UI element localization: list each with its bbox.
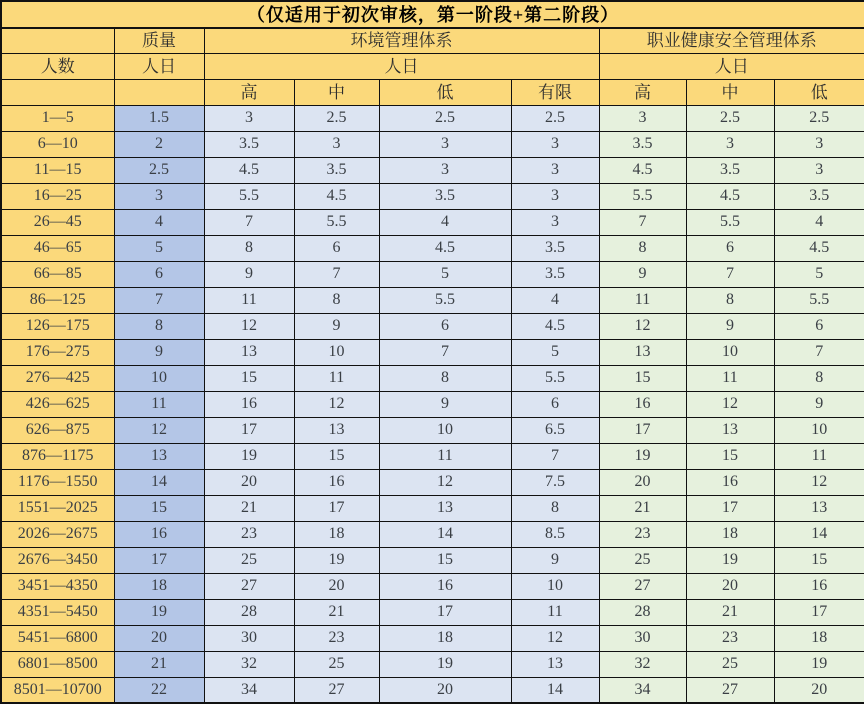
cell-env-high: 13	[204, 339, 294, 365]
cell-quality-mandays: 1.5	[114, 105, 204, 131]
cell-env-medium: 6	[294, 235, 379, 261]
cell-ohs-high: 5.5	[599, 183, 686, 209]
table-head	[1, 1, 864, 105]
cell-people-range: 1—5	[1, 105, 114, 131]
cell-env-low: 20	[379, 677, 511, 703]
cell-env-low: 11	[379, 443, 511, 469]
cell-ohs-low: 10	[774, 417, 864, 443]
cell-ohs-medium: 7	[686, 261, 774, 287]
cell-env-high: 23	[204, 521, 294, 547]
cell-env-medium: 9	[294, 313, 379, 339]
cell-ohs-medium: 17	[686, 495, 774, 521]
cell-ohs-low: 6	[774, 313, 864, 339]
cell-ohs-high: 21	[599, 495, 686, 521]
cell-env-limited: 14	[511, 677, 599, 703]
cell-env-high: 20	[204, 469, 294, 495]
cell-quality-mandays: 2.5	[114, 157, 204, 183]
table-row	[1, 417, 864, 443]
cell-env-limited: 7	[511, 443, 599, 469]
cell-env-medium: 5.5	[294, 209, 379, 235]
cell-env-medium: 20	[294, 573, 379, 599]
cell-ohs-low: 16	[774, 573, 864, 599]
cell-quality-mandays: 2	[114, 131, 204, 157]
header-blank-2	[114, 79, 204, 105]
table-row	[1, 261, 864, 287]
table-row	[1, 495, 864, 521]
cell-env-low: 3.5	[379, 183, 511, 209]
cell-quality-mandays: 5	[114, 235, 204, 261]
header-systems-row	[1, 28, 864, 53]
cell-ohs-low: 20	[774, 677, 864, 703]
cell-quality-mandays: 18	[114, 573, 204, 599]
cell-ohs-low: 3	[774, 157, 864, 183]
cell-ohs-low: 14	[774, 521, 864, 547]
header-env-medium: 中	[294, 79, 379, 105]
cell-env-limited: 3	[511, 183, 599, 209]
cell-ohs-low: 5	[774, 261, 864, 287]
cell-ohs-high: 3.5	[599, 131, 686, 157]
cell-ohs-medium: 13	[686, 417, 774, 443]
cell-env-low: 9	[379, 391, 511, 417]
cell-ohs-medium: 21	[686, 599, 774, 625]
cell-env-limited: 10	[511, 573, 599, 599]
table-row	[1, 339, 864, 365]
cell-env-medium: 2.5	[294, 105, 379, 131]
cell-env-medium: 4.5	[294, 183, 379, 209]
table-row	[1, 313, 864, 339]
cell-ohs-high: 4.5	[599, 157, 686, 183]
table-row	[1, 573, 864, 599]
cell-people-range: 4351—5450	[1, 599, 114, 625]
cell-env-high: 4.5	[204, 157, 294, 183]
cell-env-limited: 11	[511, 599, 599, 625]
cell-env-limited: 3.5	[511, 261, 599, 287]
cell-env-limited: 13	[511, 651, 599, 677]
header-env-mandays: 人日	[204, 53, 599, 79]
table-row	[1, 521, 864, 547]
cell-quality-mandays: 16	[114, 521, 204, 547]
cell-env-limited: 4	[511, 287, 599, 313]
cell-ohs-high: 25	[599, 547, 686, 573]
cell-quality-mandays: 11	[114, 391, 204, 417]
cell-env-medium: 27	[294, 677, 379, 703]
cell-env-low: 15	[379, 547, 511, 573]
table-row	[1, 547, 864, 573]
cell-env-high: 32	[204, 651, 294, 677]
cell-people-range: 86—125	[1, 287, 114, 313]
cell-people-range: 6801—8500	[1, 651, 114, 677]
cell-env-medium: 16	[294, 469, 379, 495]
cell-env-low: 6	[379, 313, 511, 339]
cell-env-high: 30	[204, 625, 294, 651]
cell-quality-mandays: 14	[114, 469, 204, 495]
cell-ohs-high: 8	[599, 235, 686, 261]
cell-env-low: 13	[379, 495, 511, 521]
cell-env-medium: 25	[294, 651, 379, 677]
cell-env-high: 7	[204, 209, 294, 235]
cell-ohs-medium: 16	[686, 469, 774, 495]
cell-quality-mandays: 3	[114, 183, 204, 209]
cell-ohs-medium: 8	[686, 287, 774, 313]
cell-ohs-high: 17	[599, 417, 686, 443]
cell-ohs-medium: 10	[686, 339, 774, 365]
cell-env-limited: 5.5	[511, 365, 599, 391]
cell-env-high: 11	[204, 287, 294, 313]
cell-env-limited: 3.5	[511, 235, 599, 261]
cell-people-range: 176—275	[1, 339, 114, 365]
cell-ohs-low: 15	[774, 547, 864, 573]
header-env-low: 低	[379, 79, 511, 105]
cell-ohs-high: 28	[599, 599, 686, 625]
cell-people-range: 16—25	[1, 183, 114, 209]
cell-env-limited: 8	[511, 495, 599, 521]
cell-ohs-low: 19	[774, 651, 864, 677]
cell-ohs-medium: 9	[686, 313, 774, 339]
header-env-high: 高	[204, 79, 294, 105]
cell-env-high: 34	[204, 677, 294, 703]
cell-env-high: 3.5	[204, 131, 294, 157]
cell-ohs-medium: 25	[686, 651, 774, 677]
cell-people-range: 626—875	[1, 417, 114, 443]
header-blank-people	[1, 28, 114, 53]
cell-env-low: 3	[379, 131, 511, 157]
cell-quality-mandays: 19	[114, 599, 204, 625]
cell-ohs-low: 8	[774, 365, 864, 391]
cell-env-medium: 13	[294, 417, 379, 443]
cell-people-range: 1176—1550	[1, 469, 114, 495]
cell-ohs-high: 3	[599, 105, 686, 131]
cell-ohs-medium: 5.5	[686, 209, 774, 235]
cell-ohs-medium: 12	[686, 391, 774, 417]
header-env-limited: 有限	[511, 79, 599, 105]
cell-env-low: 4	[379, 209, 511, 235]
cell-ohs-high: 19	[599, 443, 686, 469]
cell-ohs-low: 18	[774, 625, 864, 651]
cell-ohs-high: 15	[599, 365, 686, 391]
cell-ohs-high: 30	[599, 625, 686, 651]
cell-env-limited: 3	[511, 131, 599, 157]
cell-ohs-medium: 3.5	[686, 157, 774, 183]
cell-env-high: 25	[204, 547, 294, 573]
cell-people-range: 2026—2675	[1, 521, 114, 547]
header-mandays-row	[1, 53, 864, 79]
cell-env-low: 19	[379, 651, 511, 677]
table-row	[1, 651, 864, 677]
cell-env-low: 4.5	[379, 235, 511, 261]
cell-quality-mandays: 12	[114, 417, 204, 443]
cell-ohs-medium: 6	[686, 235, 774, 261]
table-row	[1, 677, 864, 703]
cell-quality-mandays: 22	[114, 677, 204, 703]
cell-env-low: 10	[379, 417, 511, 443]
cell-quality-mandays: 17	[114, 547, 204, 573]
table-row	[1, 235, 864, 261]
cell-env-high: 27	[204, 573, 294, 599]
cell-env-high: 9	[204, 261, 294, 287]
cell-env-high: 8	[204, 235, 294, 261]
header-people: 人数	[1, 53, 114, 79]
cell-ohs-high: 13	[599, 339, 686, 365]
cell-quality-mandays: 4	[114, 209, 204, 235]
cell-people-range: 126—175	[1, 313, 114, 339]
table-row	[1, 365, 864, 391]
cell-people-range: 1551—2025	[1, 495, 114, 521]
header-ohs-low: 低	[774, 79, 864, 105]
cell-ohs-high: 12	[599, 313, 686, 339]
cell-env-medium: 8	[294, 287, 379, 313]
cell-quality-mandays: 15	[114, 495, 204, 521]
header-blank-1	[1, 79, 114, 105]
cell-env-limited: 7.5	[511, 469, 599, 495]
cell-ohs-low: 3	[774, 131, 864, 157]
cell-ohs-medium: 15	[686, 443, 774, 469]
header-quality-mandays: 人日	[114, 53, 204, 79]
cell-env-high: 17	[204, 417, 294, 443]
cell-env-high: 3	[204, 105, 294, 131]
table-row	[1, 625, 864, 651]
cell-people-range: 26—45	[1, 209, 114, 235]
cell-people-range: 6—10	[1, 131, 114, 157]
cell-env-limited: 12	[511, 625, 599, 651]
cell-ohs-high: 27	[599, 573, 686, 599]
cell-people-range: 876—1175	[1, 443, 114, 469]
cell-env-low: 2.5	[379, 105, 511, 131]
header-ohs-system: 职业健康安全管理体系	[599, 28, 864, 53]
cell-env-high: 28	[204, 599, 294, 625]
cell-ohs-high: 20	[599, 469, 686, 495]
cell-env-limited: 3	[511, 157, 599, 183]
cell-people-range: 8501—10700	[1, 677, 114, 703]
cell-env-low: 5.5	[379, 287, 511, 313]
table-row	[1, 287, 864, 313]
cell-env-medium: 19	[294, 547, 379, 573]
cell-env-limited: 5	[511, 339, 599, 365]
cell-ohs-low: 12	[774, 469, 864, 495]
cell-env-low: 12	[379, 469, 511, 495]
cell-quality-mandays: 7	[114, 287, 204, 313]
cell-env-low: 5	[379, 261, 511, 287]
cell-people-range: 276—425	[1, 365, 114, 391]
table-row	[1, 599, 864, 625]
cell-quality-mandays: 9	[114, 339, 204, 365]
cell-env-high: 16	[204, 391, 294, 417]
cell-env-limited: 2.5	[511, 105, 599, 131]
cell-env-medium: 21	[294, 599, 379, 625]
table-row	[1, 391, 864, 417]
cell-env-medium: 15	[294, 443, 379, 469]
cell-ohs-medium: 4.5	[686, 183, 774, 209]
cell-env-medium: 12	[294, 391, 379, 417]
cell-env-low: 14	[379, 521, 511, 547]
cell-env-limited: 4.5	[511, 313, 599, 339]
cell-ohs-low: 4.5	[774, 235, 864, 261]
cell-ohs-high: 34	[599, 677, 686, 703]
header-levels-row	[1, 79, 864, 105]
cell-people-range: 66—85	[1, 261, 114, 287]
cell-ohs-high: 7	[599, 209, 686, 235]
cell-people-range: 3451—4350	[1, 573, 114, 599]
header-quality: 质量	[114, 28, 204, 53]
cell-ohs-low: 5.5	[774, 287, 864, 313]
cell-quality-mandays: 21	[114, 651, 204, 677]
cell-ohs-low: 2.5	[774, 105, 864, 131]
cell-env-high: 15	[204, 365, 294, 391]
cell-env-high: 12	[204, 313, 294, 339]
cell-quality-mandays: 6	[114, 261, 204, 287]
cell-quality-mandays: 13	[114, 443, 204, 469]
cell-ohs-low: 17	[774, 599, 864, 625]
cell-ohs-medium: 18	[686, 521, 774, 547]
cell-people-range: 2676—3450	[1, 547, 114, 573]
cell-env-low: 7	[379, 339, 511, 365]
cell-env-medium: 11	[294, 365, 379, 391]
cell-ohs-low: 13	[774, 495, 864, 521]
cell-ohs-low: 9	[774, 391, 864, 417]
cell-ohs-high: 23	[599, 521, 686, 547]
table-body	[1, 105, 864, 703]
cell-env-high: 19	[204, 443, 294, 469]
cell-env-medium: 17	[294, 495, 379, 521]
cell-people-range: 46—65	[1, 235, 114, 261]
cell-env-high: 21	[204, 495, 294, 521]
cell-ohs-medium: 27	[686, 677, 774, 703]
cell-env-limited: 8.5	[511, 521, 599, 547]
cell-env-low: 16	[379, 573, 511, 599]
cell-env-limited: 9	[511, 547, 599, 573]
page-title: （仅适用于初次审核，第一阶段+第二阶段）	[1, 1, 864, 28]
cell-env-medium: 7	[294, 261, 379, 287]
table-row	[1, 209, 864, 235]
cell-quality-mandays: 8	[114, 313, 204, 339]
cell-env-medium: 3.5	[294, 157, 379, 183]
cell-env-limited: 3	[511, 209, 599, 235]
header-ohs-medium: 中	[686, 79, 774, 105]
cell-ohs-medium: 19	[686, 547, 774, 573]
cell-ohs-low: 7	[774, 339, 864, 365]
cell-ohs-low: 3.5	[774, 183, 864, 209]
cell-ohs-medium: 20	[686, 573, 774, 599]
cell-env-low: 18	[379, 625, 511, 651]
cell-ohs-medium: 3	[686, 131, 774, 157]
cell-people-range: 426—625	[1, 391, 114, 417]
cell-env-medium: 3	[294, 131, 379, 157]
cell-env-medium: 18	[294, 521, 379, 547]
cell-ohs-low: 11	[774, 443, 864, 469]
cell-env-limited: 6.5	[511, 417, 599, 443]
cell-env-low: 3	[379, 157, 511, 183]
cell-quality-mandays: 10	[114, 365, 204, 391]
table-row	[1, 131, 864, 157]
cell-env-medium: 10	[294, 339, 379, 365]
table-row	[1, 105, 864, 131]
table-row	[1, 443, 864, 469]
title-row	[1, 1, 864, 28]
cell-ohs-high: 9	[599, 261, 686, 287]
header-ohs-mandays: 人日	[599, 53, 864, 79]
cell-ohs-medium: 23	[686, 625, 774, 651]
header-ohs-high: 高	[599, 79, 686, 105]
header-env-system: 环境管理体系	[204, 28, 599, 53]
cell-env-low: 8	[379, 365, 511, 391]
cell-people-range: 11—15	[1, 157, 114, 183]
cell-ohs-high: 11	[599, 287, 686, 313]
table-row	[1, 183, 864, 209]
cell-ohs-low: 4	[774, 209, 864, 235]
cell-ohs-high: 16	[599, 391, 686, 417]
cell-ohs-high: 32	[599, 651, 686, 677]
cell-ohs-medium: 2.5	[686, 105, 774, 131]
cell-ohs-medium: 11	[686, 365, 774, 391]
table-row	[1, 157, 864, 183]
cell-env-medium: 23	[294, 625, 379, 651]
cell-env-high: 5.5	[204, 183, 294, 209]
cell-quality-mandays: 20	[114, 625, 204, 651]
cell-env-low: 17	[379, 599, 511, 625]
table-row	[1, 469, 864, 495]
cell-env-limited: 6	[511, 391, 599, 417]
cell-people-range: 5451—6800	[1, 625, 114, 651]
